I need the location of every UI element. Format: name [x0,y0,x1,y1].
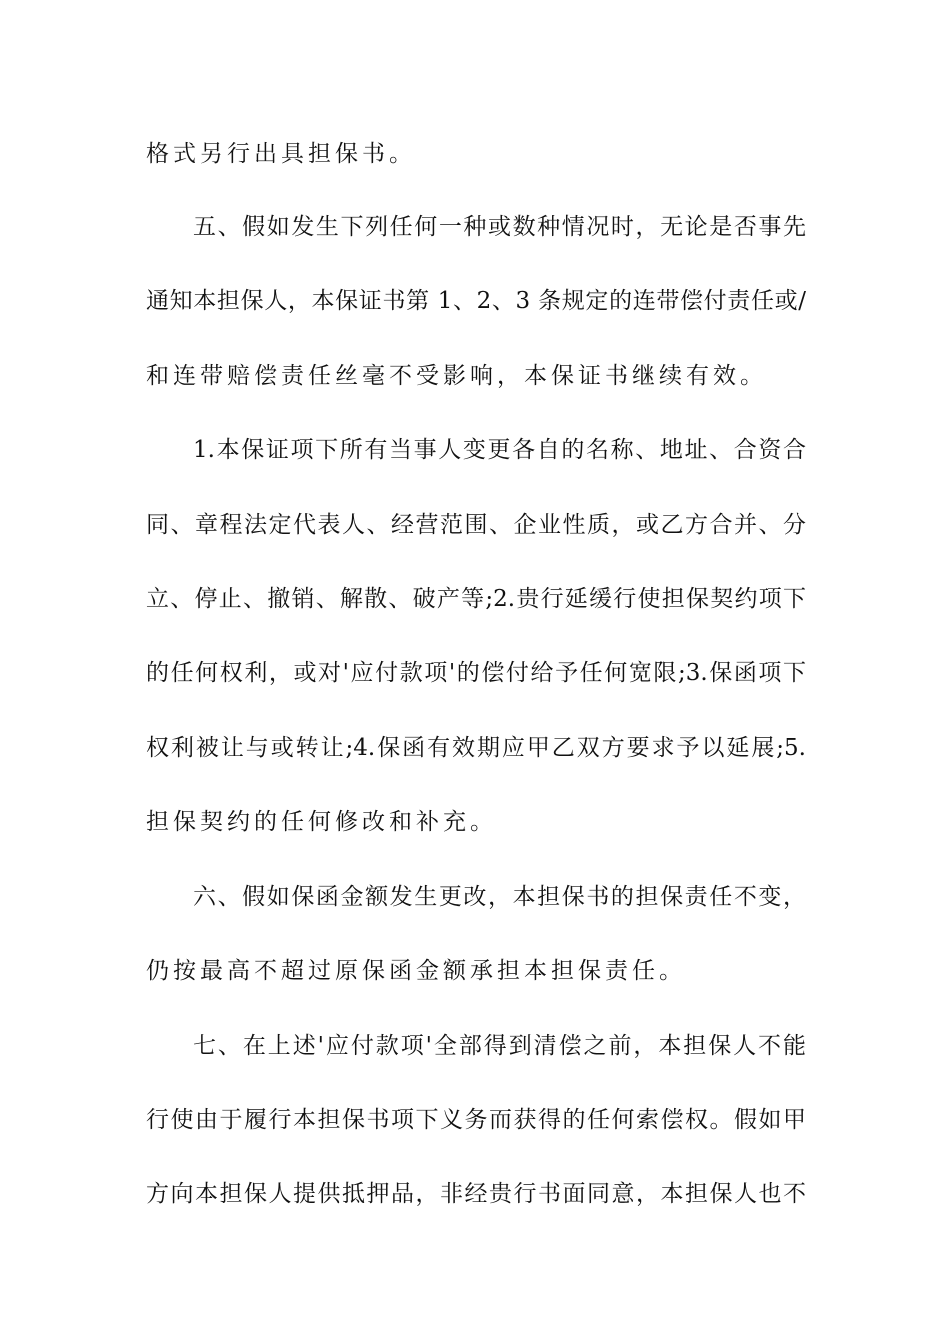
text-line-9: 权利被让与或转让;4.保函有效期应甲乙双方要求予以延展;5. [146,735,806,761]
text-line-10: 担保契约的任何修改和补充。 [146,809,497,835]
text-line-4: 和连带赔偿责任丝毫不受影响，本保证书继续有效。 [146,363,767,389]
text-line-14: 行使由于履行本担保书项下义务而获得的任何索偿权。假如甲 [146,1107,806,1133]
text-line-5: 1.本保证项下所有当事人变更各自的名称、地址、合资合 [193,437,806,463]
text-line-2: 五、假如发生下列任何一种或数种情况时，无论是否事先 [193,214,806,240]
text-line-11: 六、假如保函金额发生更改，本担保书的担保责任不变， [193,884,806,910]
text-line-8: 的任何权利，或对'应付款项'的偿付给予任何宽限;3.保函项下 [146,660,806,686]
text-line-12: 仍按最高不超过原保函金额承担本担保责任。 [146,958,686,984]
text-line-7: 立、停止、撤销、解散、破产等;2.贵行延缓行使担保契约项下 [146,586,806,612]
text-line-15: 方向本担保人提供抵押品，非经贵行书面同意，本担保人也不 [146,1181,806,1207]
text-line-3: 通知本担保人，本保证书第 1、2、3 条规定的连带偿付责任或/ [146,288,806,314]
text-line-13: 七、在上述'应付款项'全部得到清偿之前，本担保人不能 [193,1033,806,1059]
text-line-1: 格式另行出具担保书。 [146,141,416,167]
text-line-6: 同、章程法定代表人、经营范围、企业性质，或乙方合并、分 [146,512,806,538]
